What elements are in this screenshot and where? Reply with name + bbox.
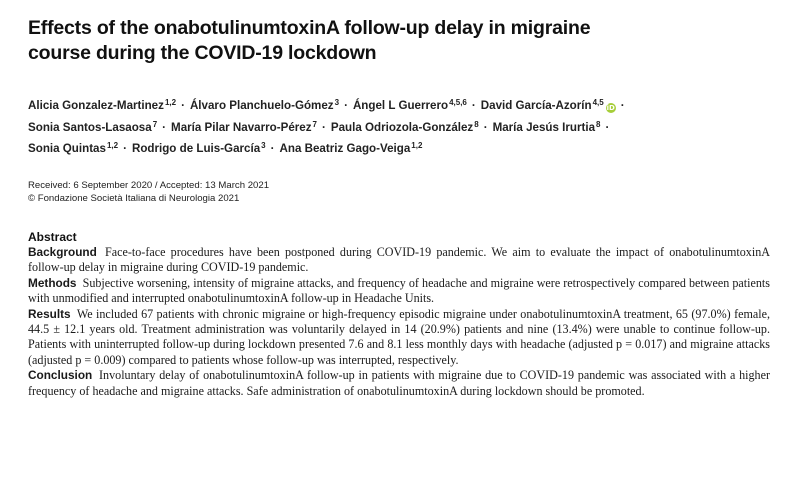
author-line [28, 137, 798, 159]
author-name[interactable] [493, 121, 601, 134]
received-accepted-dates: Received: 6 September 2020 / Accepted: 13 March 2021 [28, 180, 270, 191]
abstract-background-text: Face-to-face procedures have been postponed during COVID-19 pandemic. We aim to evaluate the impact of onabotulinumtoxinA follow-up delay in migraine during COVID-19 pandemic. [28, 245, 770, 275]
author-separator: · [471, 99, 476, 112]
author-affiliation-marker[interactable]: 1,2 [411, 141, 423, 150]
author-affiliation-marker[interactable]: 7 [152, 119, 158, 129]
abstract-results-label: Results [28, 306, 71, 321]
abstract-background-label: Background [28, 245, 97, 259]
author-name[interactable] [28, 142, 118, 155]
abstract-results-text: We included 67 patients with chronic migraine or high-frequency episodic migraine under onabotulinumtoxinA treatment, 65 (97.0%) female, 44.5 ± 12.1 years old. Treatment administration was voluntarily delayed in 14 (20.9%) patients and nine (13.4%) were unable to continue follow-up. Patients with uninterrupted follow-up during lockdown presented 7.6 and 8.1 less monthly days with headache (adjusted p = 0.017) and migraine attacks (adjusted p = 0.009) compared to patients whose follow-up was interrupted, respectively. [28, 306, 770, 367]
author-affiliation-marker[interactable]: 7 [312, 119, 317, 129]
orcid-icon[interactable]: iD [606, 104, 615, 112]
author-affiliation-marker[interactable]: 1,2 [164, 98, 177, 107]
article-title [28, 16, 728, 66]
author-affiliation-marker[interactable]: 3 [261, 141, 266, 150]
author-name[interactable] [28, 121, 157, 134]
article-title-line-1: Effects of the onabotulinumtoxinA follow-up delay in migraine [28, 17, 591, 39]
article-title-line-2: course during the COVID-19 lockdown [28, 42, 377, 64]
author-name-text: Rodrigo de Luis-García [131, 142, 261, 155]
abstract-methods-label: Methods [28, 275, 77, 290]
author-affiliation-marker[interactable]: 3 [334, 98, 340, 107]
author-name-text: María Jesús Irurtia [492, 120, 596, 134]
author-name-text: María Pilar Navarro-Pérez [171, 120, 312, 134]
author-name[interactable] [279, 142, 422, 155]
author-separator: · [162, 120, 167, 134]
abstract-background [28, 245, 770, 276]
abstract-methods-text: Subjective worsening, intensity of migraine attacks, and frequency of headache and migraine were retrospectively compared between patients with unmodified and interrupted onabotulinumtoxinA follow-up in Headache Units. [28, 275, 770, 306]
author-separator: · [270, 142, 275, 155]
author-affiliation-marker[interactable]: 1,2 [106, 141, 119, 150]
author-name-text: Ana Beatriz Gago-Veiga [279, 142, 411, 155]
author-line [28, 116, 798, 138]
author-name-text: Paula Odriozola-González [330, 120, 474, 134]
abstract-methods [28, 276, 770, 307]
author-affiliation-marker[interactable]: 8 [596, 119, 601, 129]
author-name-text: David García-Azorín [480, 99, 592, 112]
author-separator: · [321, 120, 326, 134]
author-name-text: Sonia Santos-Lasaosa [28, 120, 152, 134]
author-affiliation-marker[interactable]: 8 [474, 119, 479, 129]
author-name-text: Sonia Quintas [28, 142, 106, 155]
author-name[interactable] [190, 99, 339, 112]
author-separator: · [181, 99, 185, 112]
author-name-text: Alicia Gonzalez-Martinez [28, 99, 164, 112]
author-list [28, 94, 798, 159]
author-name-text: Ángel L Guerrero [352, 99, 449, 112]
author-affiliation-marker[interactable]: 4,5 [592, 98, 604, 107]
author-affiliation-marker[interactable]: 4,5,6 [449, 98, 467, 107]
author-name-text: Álvaro Planchuelo-Gómez [189, 99, 334, 112]
author-line [28, 94, 798, 116]
author-separator: · [123, 142, 127, 155]
author-name[interactable] [353, 99, 467, 112]
author-separator: · [344, 99, 348, 112]
abstract-conclusion [28, 368, 770, 399]
author-separator: · [605, 120, 610, 134]
author-name[interactable] [132, 142, 266, 155]
abstract-conclusion-label: Conclusion [28, 368, 93, 383]
abstract-conclusion-text: Involuntary delay of onabotulinumtoxinA follow-up in patients with migraine due to COVID-19 pandemic was associated with a higher frequency of headache and migraine attacks. Safe administration of onabotulinumtoxinA during lockdown should be promoted. [28, 368, 770, 398]
author-name[interactable] [171, 121, 317, 134]
author-separator: · [483, 120, 488, 134]
publication-dates [28, 180, 269, 205]
abstract-heading: Abstract [28, 230, 77, 244]
author-separator: · [620, 99, 625, 112]
author-name[interactable] [28, 99, 176, 112]
abstract [28, 229, 770, 399]
author-name[interactable] [481, 99, 616, 112]
abstract-results [28, 307, 770, 369]
author-name[interactable] [331, 121, 479, 134]
copyright-notice: © Fondazione Società Italiana di Neurologia 2021 [28, 192, 240, 204]
